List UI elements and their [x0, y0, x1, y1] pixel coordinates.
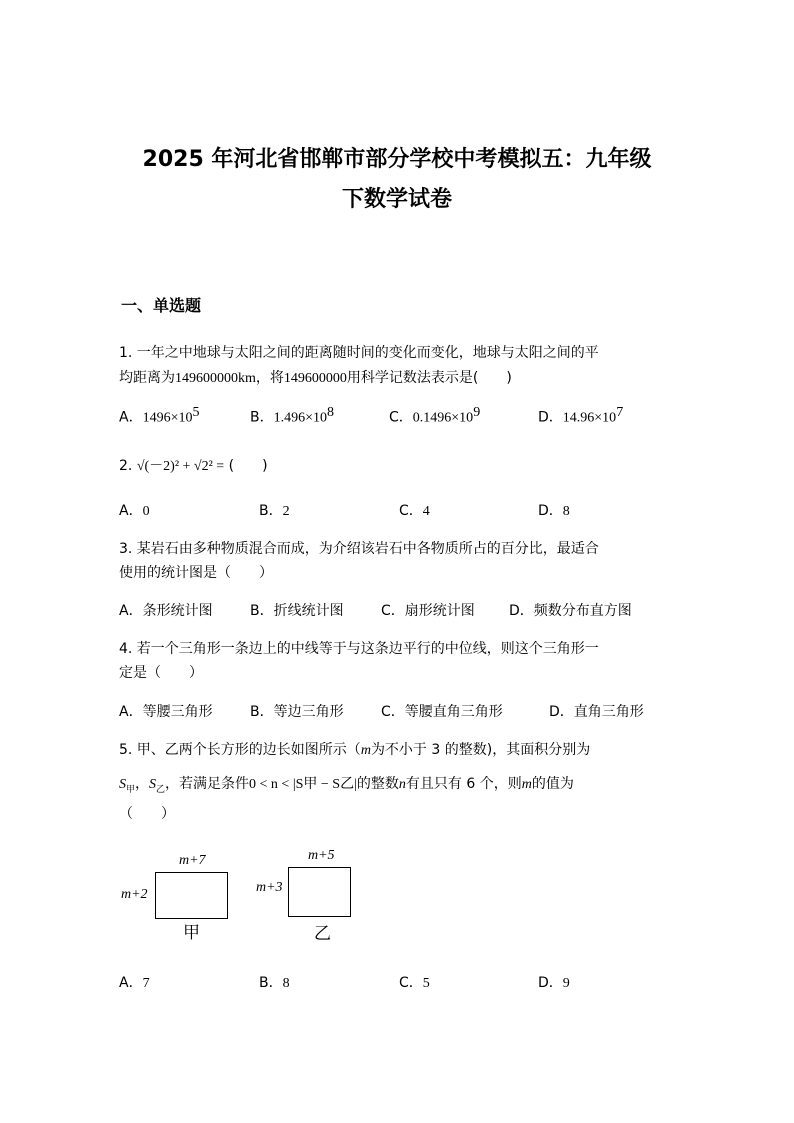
option-label: B． — [250, 704, 274, 720]
option-exponent: 5 — [192, 405, 200, 420]
option-value: 9 — [562, 976, 570, 991]
q2-number: 2. — [119, 458, 133, 474]
q5-option-c[interactable] — [399, 972, 430, 992]
q1-number: 149600000 — [283, 371, 347, 386]
option-value: 1.496×10 — [273, 410, 328, 426]
option-label: C． — [399, 975, 423, 991]
option-value: 等腰三角形 — [142, 704, 213, 720]
rect-jia-top-label: m+7 — [179, 853, 206, 868]
q5-var-m2: m — [521, 777, 532, 792]
option-exponent: 7 — [616, 405, 624, 420]
option-value: 2 — [282, 504, 290, 519]
q4-stem-line1: 4. 若一个三角形一条边上的中线等于与这条边平行的中位线，则这个三角形一 — [119, 641, 599, 657]
q1-option-a[interactable] — [119, 405, 199, 427]
option-label: B． — [250, 409, 274, 426]
rect-jia-name: 甲 — [183, 923, 200, 943]
q5-text-a: 5. 甲、乙两个长方形的边长如图所示（ — [119, 742, 361, 758]
option-value: 等边三角形 — [273, 704, 344, 720]
q5-comma: ， — [135, 776, 150, 792]
option-value: 频数分布直方图 — [533, 603, 632, 619]
q5-text-b2: 的整数 — [356, 776, 399, 792]
rect-yi-top-label: m+5 — [308, 848, 335, 863]
q2-blank: ( ) — [228, 458, 268, 474]
option-label: D． — [538, 975, 563, 991]
option-label: A． — [119, 503, 143, 519]
q3-option-b[interactable] — [250, 600, 344, 620]
option-label: A． — [119, 409, 143, 426]
q5-var-n: n — [398, 777, 406, 792]
q1-option-c[interactable] — [389, 405, 480, 427]
option-value: 7 — [142, 976, 150, 991]
option-value: 8 — [282, 976, 290, 991]
q5-text-b: 为不小于 3 的整数)，其面积分别为 — [370, 742, 591, 758]
option-label: C． — [381, 704, 405, 720]
option-value: 折线统计图 — [273, 603, 344, 619]
q1-stem-line1: 1. 一年之中地球与太阳之间的距离随时间的变化而变化，地球与太阳之间的平 — [119, 345, 599, 361]
option-label: A． — [119, 975, 143, 991]
q5-stem-line2 — [119, 773, 574, 795]
option-exponent: 9 — [473, 405, 481, 420]
q5-stem-line1 — [119, 739, 590, 759]
q4-stem-line2: 定是（ ） — [119, 665, 203, 681]
option-exponent: 8 — [327, 405, 335, 420]
q1-option-b[interactable] — [250, 405, 334, 427]
option-label: C． — [381, 603, 405, 619]
option-label: B． — [250, 603, 274, 619]
q5-text-a2: ，若满足条件 — [165, 776, 250, 792]
q1-option-d[interactable] — [538, 405, 623, 427]
q3-stem-line2: 使用的统计图是（ ） — [119, 565, 273, 581]
option-value: 条形统计图 — [142, 603, 213, 619]
section-heading-single-choice: 一、单选题 — [121, 296, 202, 315]
option-value: 0 — [142, 504, 150, 519]
q5-option-a[interactable] — [119, 972, 150, 992]
q5-var-m: m — [360, 743, 371, 758]
rect-yi-name: 乙 — [314, 924, 331, 944]
rect-yi-side-label: m+3 — [256, 880, 283, 895]
q1-distance-value: 149600000km — [175, 371, 256, 386]
option-value: 1496×10 — [142, 410, 193, 426]
option-value: 4 — [422, 504, 430, 519]
option-label: C． — [399, 503, 423, 519]
q1-text-c: 用科学记数法表示是( ) — [346, 370, 512, 386]
option-value: 直角三角形 — [573, 704, 644, 720]
q2-expression: √(－2)² + √2² = — [136, 459, 225, 474]
q1-text-a: 均距离为 — [119, 370, 175, 386]
rect-jia-side-label: m+2 — [121, 887, 148, 902]
option-label: B． — [259, 503, 283, 519]
option-label: D． — [549, 704, 574, 720]
document-title-line2: 下数学试卷 — [341, 187, 452, 212]
q3-option-c[interactable] — [381, 600, 475, 620]
q5-condition: 0 < n < |S甲 − S乙| — [249, 777, 357, 792]
option-value: 5 — [422, 976, 430, 991]
q2-option-d[interactable] — [538, 500, 570, 520]
option-label: C． — [389, 409, 413, 426]
q5-area-s1: S — [119, 777, 126, 792]
option-label: D． — [538, 503, 563, 519]
q4-option-b[interactable] — [250, 701, 344, 721]
q4-option-c[interactable] — [381, 701, 503, 721]
option-label: D． — [509, 603, 534, 619]
q5-area-s2: S — [149, 777, 157, 792]
rect-jia — [155, 872, 228, 919]
q5-stem-line3: （ ） — [119, 806, 175, 822]
option-value: 扇形统计图 — [404, 603, 475, 619]
option-label: A． — [119, 603, 143, 619]
option-value: 0.1496×10 — [412, 410, 474, 426]
q1-stem-line2 — [119, 367, 512, 387]
q3-option-a[interactable] — [119, 600, 213, 620]
option-label: D． — [538, 409, 563, 426]
q1-text-b: ，将 — [255, 370, 284, 386]
q4-option-d[interactable] — [549, 701, 644, 721]
q2-option-b[interactable] — [259, 500, 290, 520]
option-label: B． — [259, 975, 283, 991]
q5-area-s2-sub: 乙 — [156, 784, 166, 795]
option-value: 8 — [562, 504, 570, 519]
q5-option-b[interactable] — [259, 972, 290, 992]
q5-option-d[interactable] — [538, 972, 570, 992]
q4-option-a[interactable] — [119, 701, 213, 721]
q2-option-a[interactable] — [119, 500, 150, 520]
option-value: 14.96×10 — [562, 410, 617, 426]
q3-stem-line1: 3. 某岩石由多种物质混合而成，为介绍该岩石中各物质所占的百分比，最适合 — [119, 541, 599, 557]
option-label: A． — [119, 704, 143, 720]
q5-text-d2: 的值为 — [531, 776, 574, 792]
rect-yi — [288, 867, 351, 917]
q3-option-d[interactable] — [509, 600, 632, 620]
document-title-line1: 2025 年河北省邯郸市部分学校中考模拟五：九年级 — [142, 147, 652, 172]
q2-option-c[interactable] — [399, 500, 430, 520]
q5-text-c2: 有且只有 6 个，则 — [405, 776, 522, 792]
q2-stem — [119, 455, 268, 475]
q5-area-s1-sub: 甲 — [126, 784, 136, 795]
option-value: 等腰直角三角形 — [404, 704, 503, 720]
